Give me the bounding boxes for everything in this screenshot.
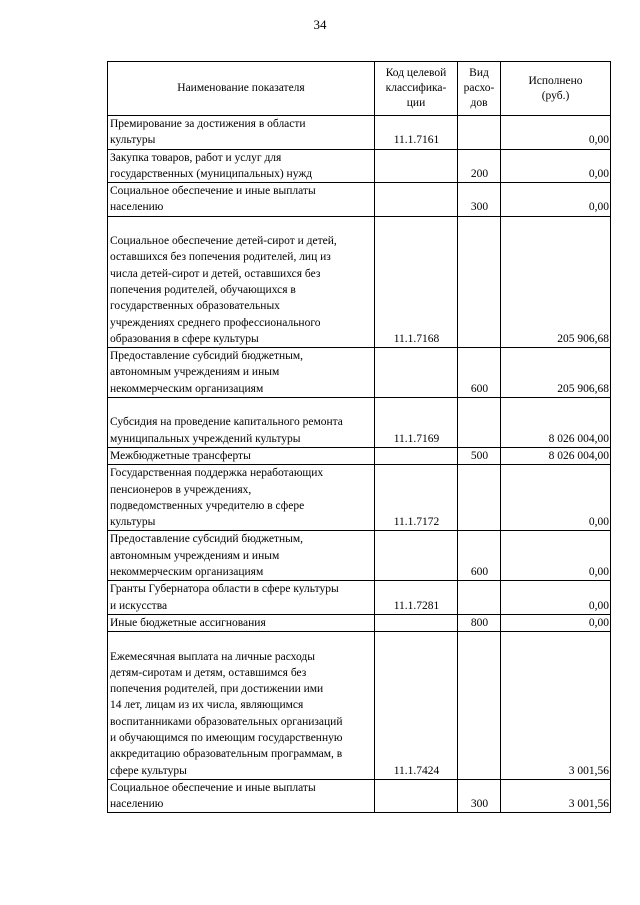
table-row <box>108 531 611 581</box>
row-name-cell: Субсидия на проведение капитального ремонта муниципальных учреждений культуры <box>108 398 375 448</box>
row-code-cell: 11.1.7168 <box>375 216 458 347</box>
row-name-cell: Социальное обеспечение детей-сирот и детей, оставшихся без попечения родителей, лиц из числа детей-сирот и детей, оставшихся без попечения родителей, обучающихся в государственных образовательных учреждениях среднего профессионального образования в сфере культуры <box>108 216 375 347</box>
row-amount-cell: 3 001,56 <box>501 779 611 813</box>
table-row <box>108 183 611 217</box>
row-type-cell <box>458 216 501 347</box>
row-code-cell <box>375 447 458 464</box>
row-amount-cell: 205 906,68 <box>501 216 611 347</box>
row-amount-cell: 0,00 <box>501 116 611 150</box>
row-amount-cell: 8 026 004,00 <box>501 398 611 448</box>
row-type-cell <box>458 116 501 150</box>
budget-table <box>107 61 611 813</box>
row-code-cell <box>375 348 458 398</box>
row-type-cell: 800 <box>458 614 501 631</box>
row-code-cell: 11.1.7281 <box>375 581 458 615</box>
row-amount-cell: 3 001,56 <box>501 632 611 780</box>
table-row <box>108 581 611 615</box>
header-code: Код целевой классифика- ции <box>375 62 458 116</box>
row-name-cell: Закупка товаров, работ и услуг для государственных (муниципальных) нужд <box>108 149 375 183</box>
page-number: 34 <box>313 17 327 32</box>
table-row <box>108 447 611 464</box>
table-row <box>108 465 611 531</box>
table-row <box>108 116 611 150</box>
row-type-cell: 500 <box>458 447 501 464</box>
row-code-cell: 11.1.7161 <box>375 116 458 150</box>
row-amount-cell: 0,00 <box>501 465 611 531</box>
row-name-cell: Премирование за достижения в области культуры <box>108 116 375 150</box>
row-name-cell: Иные бюджетные ассигнования <box>108 614 375 631</box>
row-amount-cell: 205 906,68 <box>501 348 611 398</box>
row-code-cell <box>375 779 458 813</box>
row-amount-cell: 0,00 <box>501 581 611 615</box>
table-row <box>108 779 611 813</box>
header-amount: Исполнено (руб.) <box>501 62 611 116</box>
header-name: Наименование показателя <box>108 62 375 116</box>
row-type-cell: 300 <box>458 779 501 813</box>
row-amount-cell: 8 026 004,00 <box>501 447 611 464</box>
table-row <box>108 632 611 780</box>
row-code-cell <box>375 531 458 581</box>
row-code-cell <box>375 614 458 631</box>
row-name-cell: Межбюджетные трансферты <box>108 447 375 464</box>
row-type-cell <box>458 398 501 448</box>
table-row <box>108 216 611 347</box>
row-amount-cell: 0,00 <box>501 149 611 183</box>
table-row <box>108 348 611 398</box>
row-code-cell: 11.1.7169 <box>375 398 458 448</box>
table-row <box>108 614 611 631</box>
header-type: Вид расхо- дов <box>458 62 501 116</box>
row-type-cell <box>458 465 501 531</box>
row-name-cell: Социальное обеспечение и иные выплаты населению <box>108 183 375 217</box>
row-code-cell: 11.1.7424 <box>375 632 458 780</box>
row-type-cell <box>458 581 501 615</box>
table-row <box>108 398 611 448</box>
row-name-cell: Государственная поддержка неработающих пенсионеров в учреждениях, подведомственных учредителю в сфере культуры <box>108 465 375 531</box>
row-amount-cell: 0,00 <box>501 614 611 631</box>
row-type-cell: 600 <box>458 531 501 581</box>
table-row <box>108 149 611 183</box>
row-type-cell: 300 <box>458 183 501 217</box>
row-type-cell: 600 <box>458 348 501 398</box>
row-name-cell: Гранты Губернатора области в сфере культуры и искусства <box>108 581 375 615</box>
row-code-cell: 11.1.7172 <box>375 465 458 531</box>
row-name-cell: Предоставление субсидий бюджетным, автономным учреждениям и иным некоммерческим организациям <box>108 348 375 398</box>
row-type-cell <box>458 632 501 780</box>
row-name-cell: Социальное обеспечение и иные выплаты населению <box>108 779 375 813</box>
row-code-cell <box>375 183 458 217</box>
table-body <box>108 116 611 813</box>
row-type-cell: 200 <box>458 149 501 183</box>
row-name-cell: Предоставление субсидий бюджетным, автономным учреждениям и иным некоммерческим организациям <box>108 531 375 581</box>
table-header-row <box>108 62 611 116</box>
row-amount-cell: 0,00 <box>501 531 611 581</box>
row-name-cell: Ежемесячная выплата на личные расходы детям-сиротам и детям, оставшимся без попечения родителей, при достижении ими 14 лет, лицам из их числа, являющимся воспитанниками образовательных организаций и обучающимся по имеющим государственную аккредитацию образовательным программам, в сфере культуры <box>108 632 375 780</box>
row-amount-cell: 0,00 <box>501 183 611 217</box>
row-code-cell <box>375 149 458 183</box>
